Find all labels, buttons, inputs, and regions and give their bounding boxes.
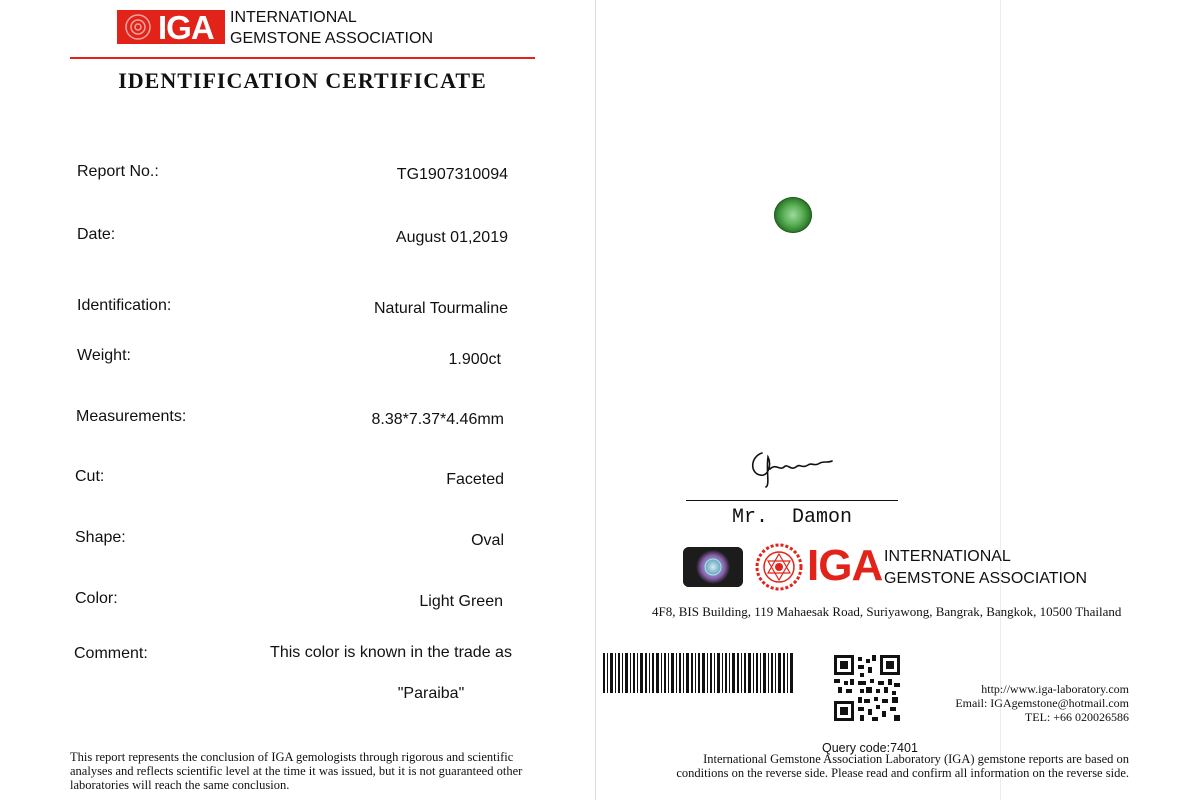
date-value: August 01,2019: [395, 229, 508, 246]
color-value: Light Green: [419, 593, 503, 610]
weight-label: Weight:: [77, 347, 131, 364]
hologram-sticker: [683, 547, 743, 587]
comment-line1: This color is known in the trade as: [270, 644, 512, 661]
iga-seal-icon: [755, 543, 803, 591]
phone-text: TEL: +66 020026586: [1024, 710, 1129, 724]
reverse-side-note: International Gemstone Association Laboratory (IGA) gemstone reports are based on conditions on the reverse side. Please read and confirm all information on the reverse side.: [676, 752, 1129, 780]
color-label: Color:: [75, 590, 118, 607]
query-code: Query code:7401: [822, 741, 918, 755]
shape-value: Oval: [471, 532, 504, 549]
lab-address: 4F8, BIS Building, 119 Mahaesak Road, Suriyawong, Bangrak, Bangkok, 10500 Thailand: [652, 604, 1122, 619]
weight-value: 1.900ct: [448, 351, 501, 368]
identification-label: Identification:: [77, 297, 172, 314]
signature-line: [686, 500, 898, 501]
report-no-value: TG1907310094: [396, 166, 508, 183]
report-no-label: Report No.:: [77, 163, 159, 180]
header-divider: [70, 57, 535, 59]
signer-name: Mr. Damon: [732, 506, 853, 529]
signature-icon: [748, 445, 838, 489]
rose-emblem-icon: [119, 10, 157, 44]
certificate-title: IDENTIFICATION CERTIFICATE: [118, 68, 487, 93]
comment-line2: "Paraiba": [397, 685, 465, 702]
shape-label: Shape:: [75, 529, 126, 546]
measurements-value: 8.38*7.37*4.46mm: [371, 411, 504, 428]
disclaimer-text: This report represents the conclusion of IGA gemologists through rigorous and scientific analyses and reflects scientific level at the time it was issued, but it is not guaranteed other laboratories will reach the same conclusion.: [70, 750, 523, 792]
website-link[interactable]: http://www.iga-laboratory.com: [981, 682, 1129, 696]
footer-logo-mark: IGA: [807, 541, 883, 590]
gemstone-photo: [774, 197, 812, 233]
cut-value: Faceted: [446, 471, 504, 488]
measurements-label: Measurements:: [76, 408, 187, 425]
header-logo-line1: INTERNATIONAL: [230, 9, 357, 26]
fold-line-right: [1000, 0, 1001, 800]
header-logo-mark: IGA: [158, 9, 214, 46]
footer-logo-line2: GEMSTONE ASSOCIATION: [884, 570, 1087, 587]
contact-block: [955, 682, 1129, 724]
date-label: Date:: [77, 226, 116, 243]
cut-label: Cut:: [75, 468, 105, 485]
footer-logo-line1: INTERNATIONAL: [884, 548, 1011, 565]
barcode-icon: [603, 653, 795, 693]
identification-value: Natural Tourmaline: [374, 300, 508, 317]
email-text[interactable]: Email: IGAgemstone@hotmail.com: [955, 696, 1129, 710]
hologram-icon: [683, 547, 743, 587]
header-logo-line2: GEMSTONE ASSOCIATION: [230, 30, 433, 47]
qr-code-icon: [834, 655, 900, 721]
fold-line-left: [595, 0, 596, 800]
comment-label: Comment:: [74, 645, 148, 662]
